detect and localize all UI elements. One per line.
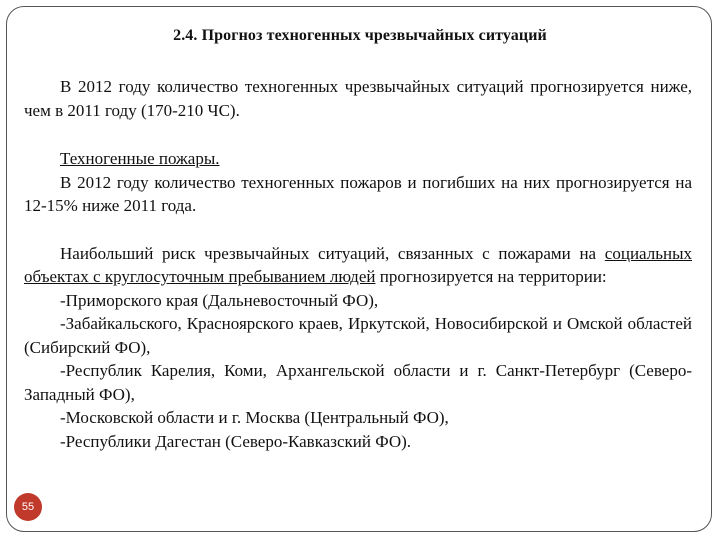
fires-heading: Техногенные пожары. <box>60 149 220 168</box>
fires-paragraph: В 2012 году количество техногенных пожаров и погибших на них прогнозируется на 12-15% ниже 2011 года. <box>24 172 692 215</box>
intro-paragraph: В 2012 году количество техногенных чрезвычайных ситуаций прогнозируется ниже, чем в 2011 году (170-210 ЧС). <box>24 77 692 120</box>
region-item-primorsky: -Приморского края (Дальневосточный ФО), <box>60 290 379 310</box>
risk-paragraph <box>24 242 692 289</box>
risk-text-part1: Наибольший риск чрезвычайных ситуаций, связанных с пожарами на <box>60 243 605 263</box>
slide-title: 2.4. Прогноз техногенных чрезвычайных ситуаций <box>173 27 547 44</box>
region-item-siberian: -Забайкальского, Красноярского краев, Иркутской, Новосибирской и Омской областей (Сибирский ФО), <box>24 314 692 357</box>
spacer <box>24 218 692 242</box>
spacer <box>24 122 692 147</box>
page-number-badge: 55 <box>14 493 42 521</box>
risk-text-part2: прогнозируется на территории: <box>375 267 607 286</box>
region-item-central: -Московской области и г. Москва (Центральный ФО), <box>60 408 449 427</box>
region-item-northcaucasus: -Республики Дагестан (Северо-Кавказский ФО). <box>60 431 412 451</box>
region-item-northwest: -Республик Карелия, Коми, Архангельской области и г. Санкт-Петербург (Северо-Западный ФО), <box>24 361 692 404</box>
risk-underlined-text: социальных объектах с круглосуточным пребыванием людей <box>24 243 692 286</box>
slide-content <box>24 75 692 453</box>
